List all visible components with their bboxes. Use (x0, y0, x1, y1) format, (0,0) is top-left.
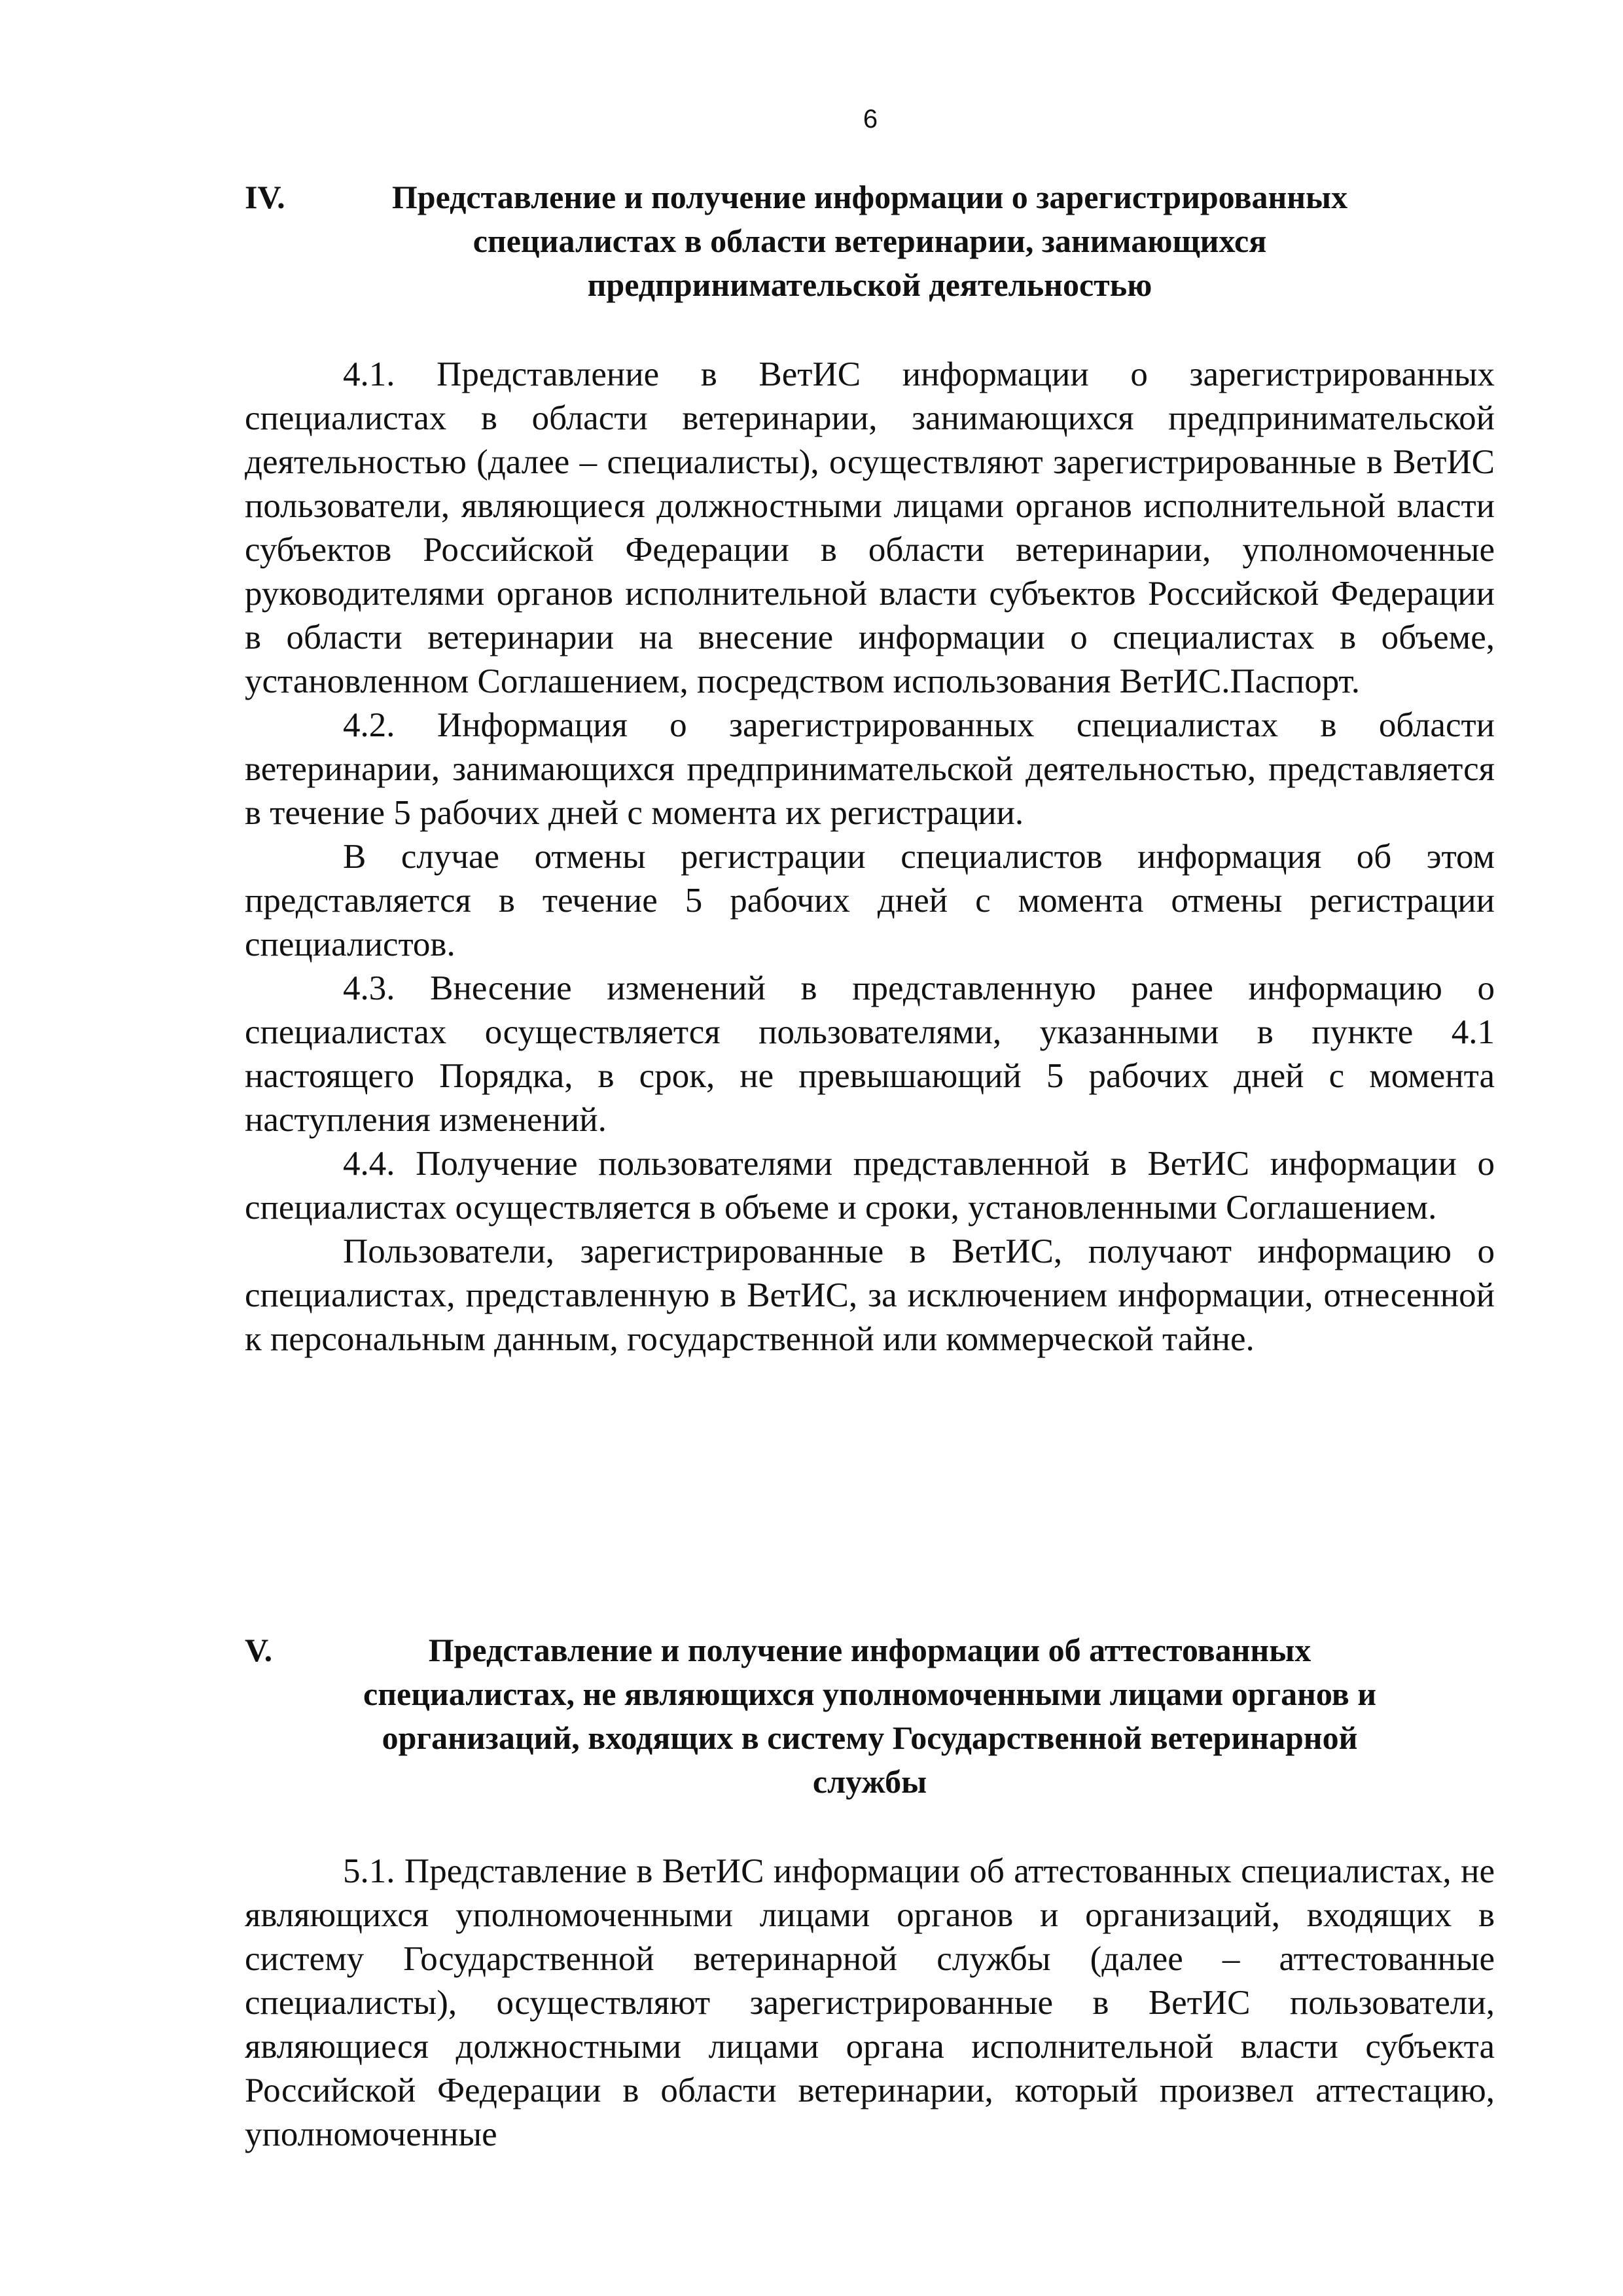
section-4-title-line: Представление и получение информации о зарегистрированных (391, 179, 1348, 215)
section-5-title-line: Представление и получение информации об аттестованных (428, 1632, 1311, 1668)
section-4 (245, 175, 1495, 1361)
page-number: 6 (863, 105, 878, 134)
paragraph-4-3: 4.3. Внесение изменений в представленную ранее информацию о специалистах осуществляется пользователями, указанными в пункте 4.1 настоящего Порядка, в срок, не превышающий 5 рабочих дней с момента наступления изменений. (245, 969, 1495, 1139)
section-5 (245, 1628, 1495, 2157)
section-4-roman-numeral: IV. (245, 179, 285, 215)
section-5-heading (245, 1628, 1495, 1804)
paragraph-4-2: 4.2. Информация о зарегистрированных специалистах в области ветеринарии, занимающихся предпринимательской деятельностью, представляется в течение 5 рабочих дней с момента их регистрации. (245, 706, 1495, 832)
section-4-title-line: специалистах в области ветеринарии, занимающихся (473, 223, 1267, 259)
section-4-title-line: предпринимательской деятельностью (587, 266, 1152, 303)
paragraph-4-4-users: Пользователи, зарегистрированные в ВетИС, получают информацию о специалистах, представленную в ВетИС, за исключением информации, отнесенной к персональным данным, государственной или коммерческой тайне. (245, 1232, 1495, 1358)
section-5-roman-numeral: V. (245, 1632, 273, 1668)
section-5-title-line: службы (812, 1763, 927, 1800)
paragraph-4-4: 4.4. Получение пользователями представленной в ВетИС информации о специалистах осуществляется в объеме и сроки, установленными Соглашением. (245, 1145, 1495, 1227)
paragraph-5-1: 5.1. Представление в ВетИС информации об аттестованных специалистах, не являющихся уполномоченными лицами органов и организаций, входящих в систему Государственной ветеринарной службы (далее – аттестованные специалисты), осуществляют зарегистрированные в ВетИС пользователи, являющиеся должностными лицами органа исполнительной власти субъекта Российской Федерации в области ветеринарии, который произвел аттестацию, уполномоченные (245, 1852, 1495, 2153)
section-5-title-line: специалистах, не являющихся уполномоченными лицами органов и (363, 1676, 1376, 1712)
section-5-title-line: организаций, входящих в систему Государственной ветеринарной (382, 1719, 1358, 1756)
paragraph-4-2-cancellation: В случае отмены регистрации специалистов информация об этом представляется в течение 5 рабочих дней с момента отмены регистрации специалистов. (245, 838, 1495, 963)
section-4-heading (245, 175, 1495, 307)
paragraph-4-1: 4.1. Представление в ВетИС информации о зарегистрированных специалистах в области ветеринарии, занимающихся предпринимательской деятельностью (далее – специалисты), осуществляют зарегистрированные в ВетИС пользователи, являющиеся должностными лицами органов исполнительной власти субъектов Российской Федерации в области ветеринарии, уполномоченные руководителями органов исполнительной власти субъектов Российской Федерации в области ветеринарии на внесение информации о специалистах в объеме, установленном Соглашением, посредством использования ВетИС.Паспорт. (245, 355, 1495, 700)
